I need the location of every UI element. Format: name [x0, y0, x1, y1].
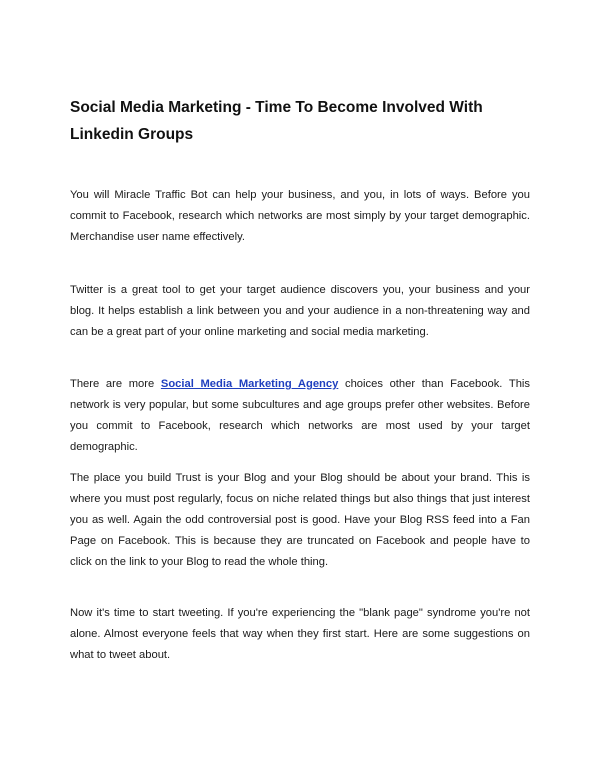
paragraph-2: Twitter is a great tool to get your target audience discovers you, your business and your blog. It helps establish a link between you and your audience in a non-threatening way and can be a great part of your online marketing and social media marketing.: [70, 284, 530, 338]
paragraph-1: You will Miracle Traffic Bot can help your business, and you, in lots of ways. Before you commit to Facebook, research which networks are most simply by your target demographic. Merchandise user name effectively.: [70, 189, 530, 243]
social-media-marketing-agency-link[interactable]: Social Media Marketing Agency: [160, 378, 339, 390]
paragraph-3: [70, 374, 530, 458]
paragraph-3-lead: There are more: [70, 378, 161, 390]
paragraph-4: The place you build Trust is your Blog and your Blog should be about your brand. This is where you must post regularly, focus on niche related things but also things that just interest you as well. Again the odd controversial post is good. Have your Blog RSS feed into a Fan Page on Facebook. This is because they are truncated on Facebook and people have to click on the link to your Blog to read the whole thing.: [70, 472, 530, 568]
paragraph-5: Now it's time to start tweeting. If you're experiencing the "blank page" syndrome you're not alone. Almost everyone feels that way when they first start. Here are some suggestions on what to tweet about.: [70, 607, 530, 661]
page-title: Social Media Marketing - Time To Become Involved With Linkedin Groups: [70, 99, 483, 143]
paragraph-3-rest: choices other than Facebook. This network is very popular, but some subcultures and age groups prefer other websites. Before you commit to Facebook, research which networks are most used by your target demographic.: [70, 378, 530, 453]
